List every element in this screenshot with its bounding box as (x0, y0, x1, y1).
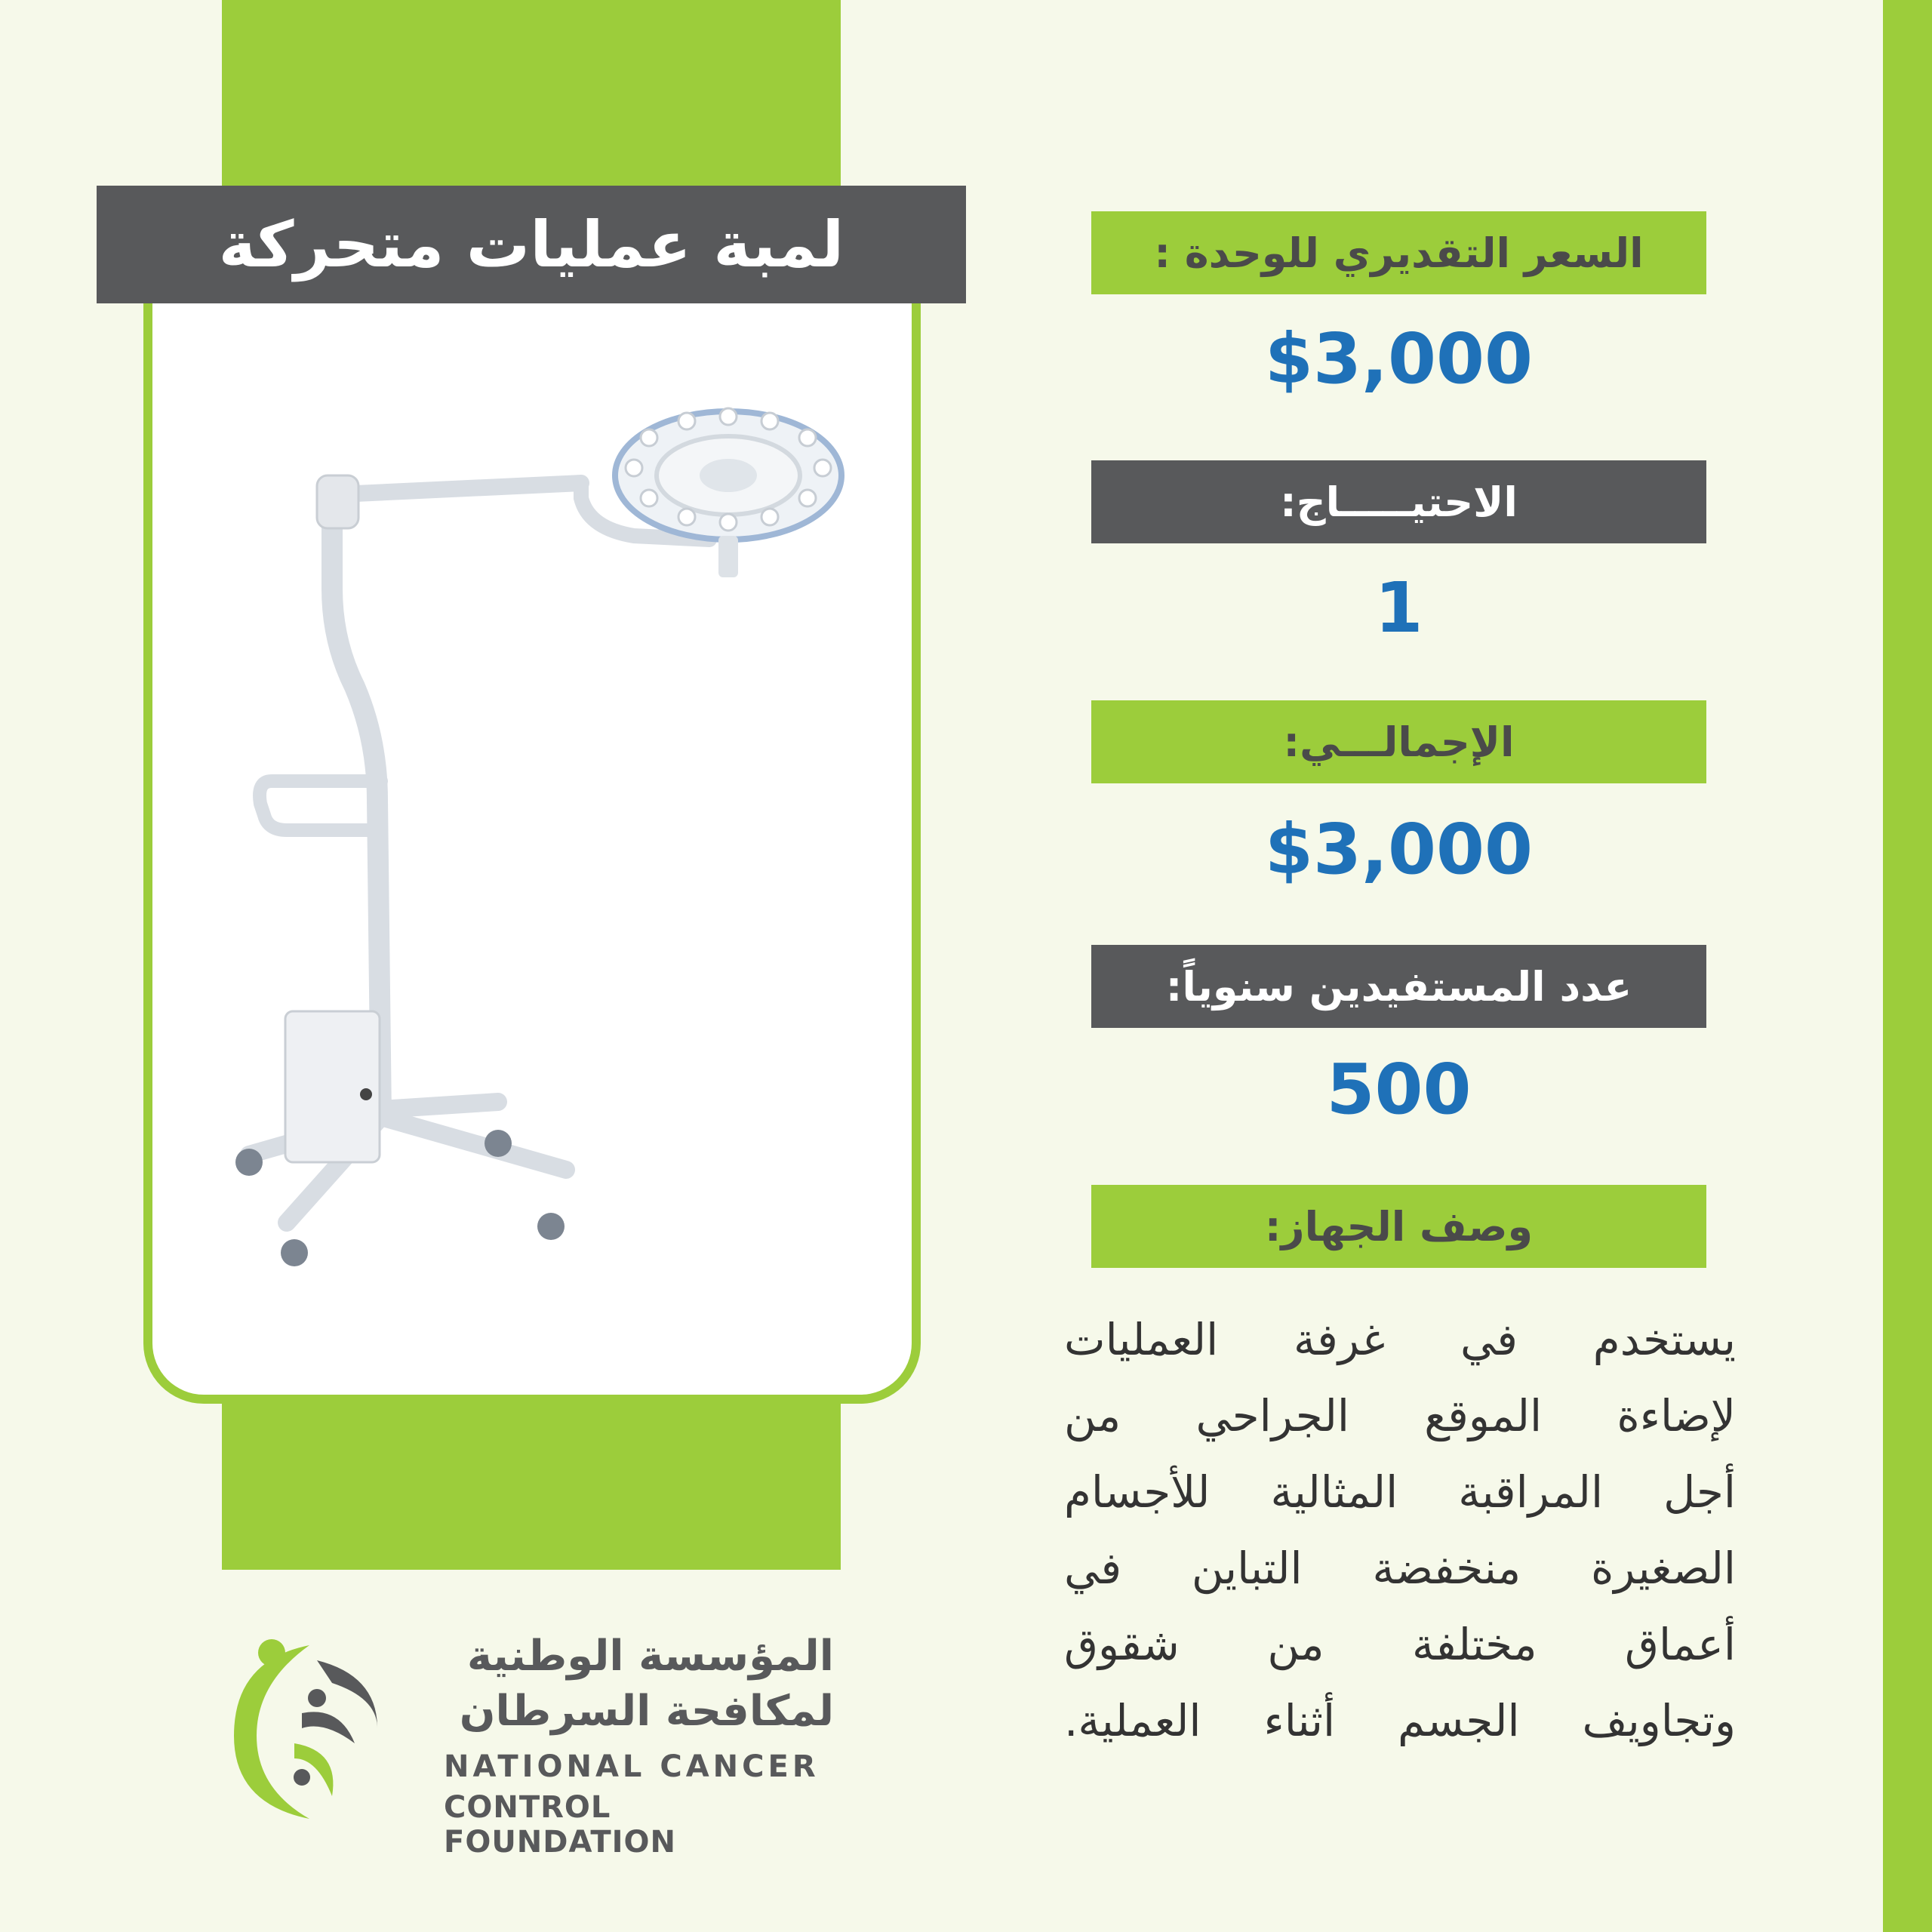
green-band-top (222, 0, 841, 187)
device-description (1064, 1302, 1736, 1759)
description-line: الصغيرة منخفضة التباين في (1064, 1543, 1736, 1594)
description-line: لإضاءة الموقع الجراحي من (1064, 1390, 1736, 1441)
foundation-logo-icon (226, 1630, 392, 1826)
total-label: الإجمالـــي: (1091, 700, 1706, 783)
total-value: $3,000 (1264, 809, 1534, 890)
description-line: وتجاويف الجسم أثناء العملية. (1064, 1695, 1736, 1746)
description-label: وصف الجهاز: (1091, 1185, 1706, 1268)
need-label: الاحتيـــــاج: (1091, 460, 1706, 543)
org-name-en-line2: CONTROL FOUNDATION (444, 1790, 676, 1860)
description-line: أعماق مختلفة من شقوق (1064, 1619, 1736, 1670)
org-name-en-line1: NATIONAL CANCER (444, 1749, 820, 1784)
surgical-lamp-image (226, 392, 906, 1298)
unit-price-value: $3,000 (1264, 318, 1534, 399)
org-name-ar-line2: لمكافحة السرطان (459, 1687, 834, 1736)
description-line: يستخدم في غرفة العمليات (1064, 1314, 1736, 1365)
green-band-bottom (222, 1389, 841, 1570)
beneficiaries-value: 500 (1326, 1049, 1472, 1130)
unit-price-label: السعر التقديري للوحدة : (1091, 211, 1706, 294)
beneficiaries-label: عدد المستفيدين سنوياً: (1091, 945, 1706, 1028)
org-name-ar-line1: المؤسسة الوطنية (466, 1632, 834, 1681)
description-line: أجل المراقبة المثالية للأجسام (1064, 1466, 1736, 1518)
product-title: لمبة عمليات متحركة (97, 186, 966, 303)
need-value: 1 (1374, 568, 1423, 648)
right-accent-stripe (1883, 0, 1932, 1932)
